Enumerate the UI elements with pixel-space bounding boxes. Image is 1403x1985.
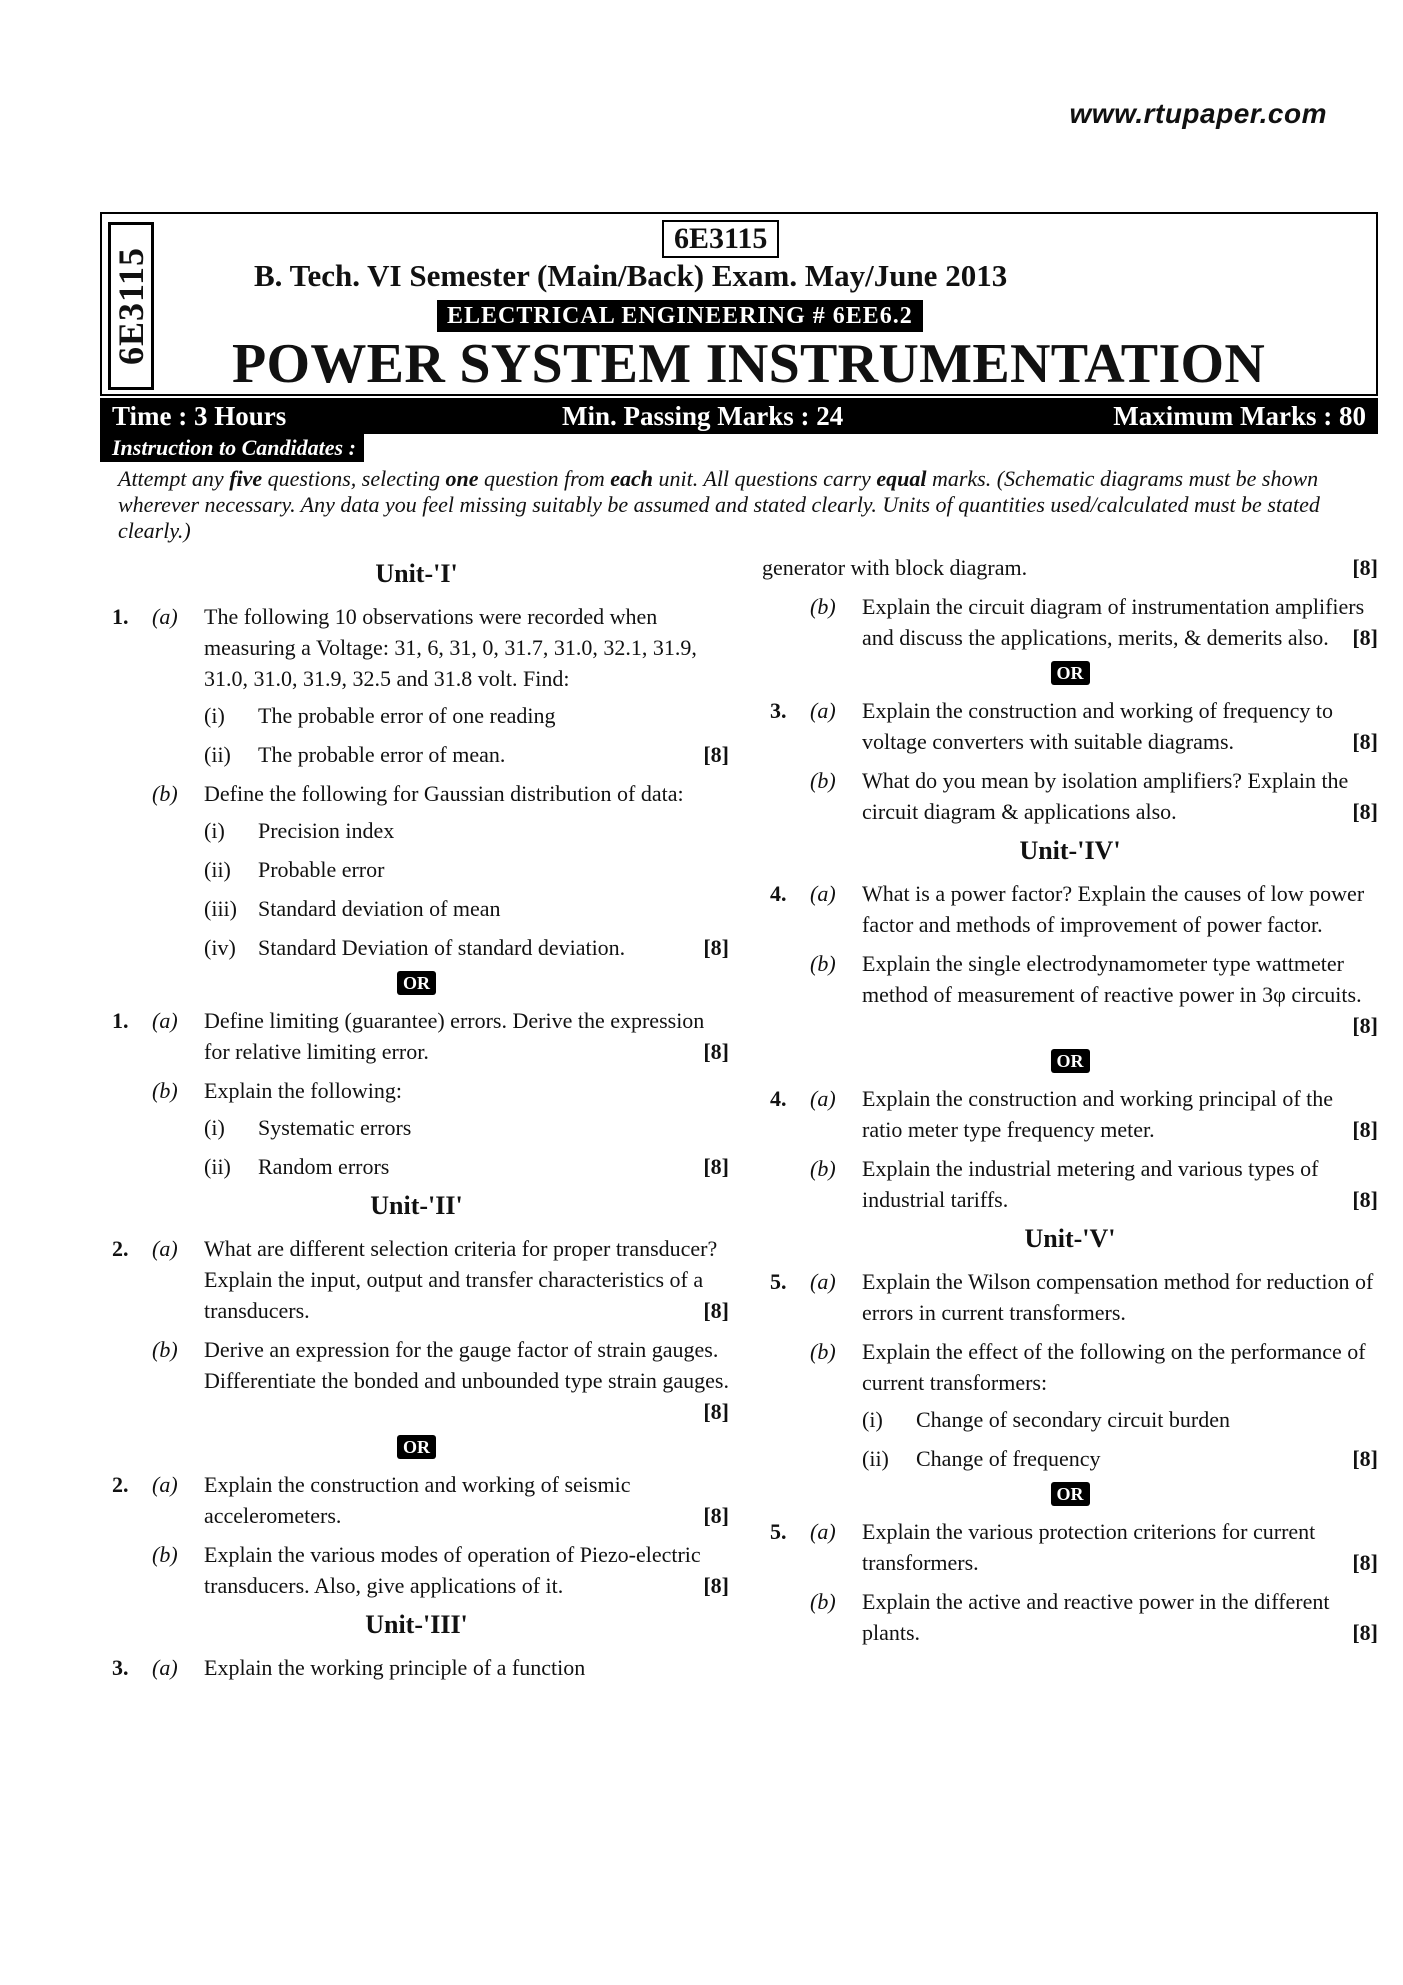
question-text: Explain the working principle of a function	[204, 1655, 586, 1680]
question-4-or-b: (b) Explain the industrial metering and various types of industrial tariffs. [8]	[762, 1153, 1378, 1215]
question-1b: (b) Define the following for Gaussian distribution of data: (i) Precision index (ii) Probable error (iii) Standard deviation of mean (iv) Standard Deviation of standard deviation. [8]	[104, 778, 729, 963]
marks-label: [8]	[703, 1573, 729, 1598]
or-badge: OR	[1051, 661, 1090, 685]
sub-question: Standard deviation of mean	[258, 896, 501, 921]
sub-question: Change of secondary circuit burden	[916, 1407, 1230, 1432]
question-text: Explain the circuit diagram of instrumentation amplifiers and discuss the applications, merits, & demerits also.	[862, 594, 1365, 650]
exam-header	[100, 212, 1378, 396]
instruction-title: Instruction to Candidates :	[100, 434, 364, 462]
marks-label: [8]	[703, 1298, 729, 1323]
question-3a-continued	[662, 552, 1378, 583]
sub-question: Random errors	[258, 1154, 390, 1179]
subject-title: POWER SYSTEM INSTRUMENTATION	[232, 333, 1266, 395]
paper-code: 6E3115	[662, 220, 779, 258]
question-text: Derive an expression for the gauge factor of strain gauges. Differentiate the bonded and unbounded type strain gauges.	[204, 1337, 729, 1393]
question-2b: (b) Derive an expression for the gauge factor of strain gauges. Differentiate the bonded and unbounded type strain gauges. [8]	[104, 1334, 729, 1427]
question-text: What do you mean by isolation amplifiers? Explain the circuit diagram & applications also.	[862, 768, 1349, 824]
question-2-or-b: (b) Explain the various modes of operation of Piezo-electric transducers. Also, give applications of it. [8]	[104, 1539, 729, 1601]
sub-question: The probable error of mean.	[258, 742, 506, 767]
question-text: The following 10 observations were recorded when measuring a Voltage: 31, 6, 31, 0, 31.7, 31.0, 32.1, 31.9, 31.0, 31.0, 31.9, 32.5 and 31.8 volt. Find:	[204, 604, 697, 691]
question-5-or-b: (b) Explain the active and reactive power in the different plants. [8]	[762, 1586, 1378, 1648]
max-marks-label: Maximum Marks : 80	[1113, 401, 1366, 431]
sub-question: Precision index	[258, 818, 395, 843]
question-text: Explain the active and reactive power in the different plants.	[862, 1589, 1330, 1645]
side-paper-code	[108, 222, 154, 390]
question-1-or-b: (b) Explain the following: (i) Systematic errors (ii) Random errors [8]	[104, 1075, 729, 1182]
right-column	[762, 552, 1378, 1656]
question-text: What are different selection criteria for proper transducer? Explain the input, output and transfer characteristics of a transducers.	[204, 1236, 718, 1323]
marks-label: [8]	[1352, 1187, 1378, 1212]
or-badge: OR	[397, 971, 436, 995]
question-5b: (b) Explain the effect of the following on the performance of current transformers: (i) Change of secondary circuit burden (ii) Change of frequency [8]	[762, 1336, 1378, 1474]
marks-label: [8]	[1352, 1013, 1378, 1038]
question-3-or-a: 3. (a) Explain the construction and working of frequency to voltage converters with suitable diagrams. [8]	[762, 695, 1378, 757]
exam-meta-bar	[100, 398, 1378, 434]
side-code-text: 6E3115	[111, 246, 151, 366]
question-text: Explain the single electrodynamometer type wattmeter method of measurement of reactive power in 3φ circuits.	[862, 951, 1362, 1007]
question-text: Explain the construction and working principal of the ratio meter type frequency meter.	[862, 1086, 1334, 1142]
unit-heading: Unit-'II'	[370, 1191, 463, 1220]
question-2-or-a: 2. (a) Explain the construction and working of seismic accelerometers. [8]	[104, 1469, 729, 1531]
unit-heading: Unit-'IV'	[1019, 836, 1121, 865]
left-column	[104, 552, 729, 1691]
question-text: Explain the various modes of operation of Piezo-electric transducers. Also, give applications of it.	[204, 1542, 701, 1598]
marks-label: [8]	[1352, 799, 1378, 824]
or-badge: OR	[1051, 1482, 1090, 1506]
question-4b: (b) Explain the single electrodynamometer type wattmeter method of measurement of reactive power in 3φ circuits. [8]	[762, 948, 1378, 1041]
unit-heading: Unit-'I'	[375, 559, 458, 588]
part-label: (a)	[152, 604, 178, 629]
question-text: generator with block diagram.	[762, 555, 1028, 580]
question-3b: (b) Explain the circuit diagram of instrumentation amplifiers and discuss the applications, merits, & demerits also. [8]	[762, 591, 1378, 653]
marks-label: [8]	[1352, 625, 1378, 650]
unit-heading: Unit-'V'	[1024, 1224, 1116, 1253]
sub-question: The probable error of one reading	[258, 703, 556, 728]
marks-label: [8]	[1352, 1446, 1378, 1471]
branch-banner: ELECTRICAL ENGINEERING # 6EE6.2	[437, 300, 923, 332]
website-url: www.rtupaper.com	[1069, 98, 1327, 129]
or-badge: OR	[397, 1435, 436, 1459]
question-text: Explain the effect of the following on the performance of current transformers:	[862, 1339, 1366, 1395]
part-label: (b)	[152, 781, 178, 806]
question-text: Explain the following:	[204, 1078, 402, 1103]
min-passing-label: Min. Passing Marks : 24	[562, 401, 844, 431]
question-text: Define limiting (guarantee) errors. Derive the expression for relative limiting error.	[204, 1008, 705, 1064]
question-3a-start: 3. (a) Explain the working principle of a function	[112, 1655, 586, 1680]
instructions-text: Attempt any five questions, selecting one question from each unit. All questions carry equal marks. (Schematic diagrams must be shown wherever necessary. Any data you feel missing suitably be assumed and stated clearly. Units of quantities used/calculated must be stated clearly.)	[118, 466, 1320, 543]
marks-label: [8]	[1352, 1620, 1378, 1645]
question-3-or-b: (b) What do you mean by isolation amplifiers? Explain the circuit diagram & applications also. [8]	[762, 765, 1378, 827]
question-text: Explain the construction and working of frequency to voltage converters with suitable diagrams.	[862, 698, 1334, 754]
question-text: Explain the industrial metering and various types of industrial tariffs.	[862, 1156, 1319, 1212]
marks-label: [8]	[703, 1399, 729, 1424]
question-1-or-a: 1. (a) Define limiting (guarantee) errors. Derive the expression for relative limiting error. [8]	[104, 1005, 729, 1067]
marks-label: [8]	[1352, 729, 1378, 754]
marks-label: [8]	[703, 742, 729, 767]
marks-label: [8]	[1352, 1117, 1378, 1142]
question-2a: 2. (a) What are different selection criteria for proper transducer? Explain the input, output and transfer characteristics of a transducers. [8]	[104, 1233, 729, 1326]
question-number: 1.	[112, 604, 129, 629]
question-text: What is a power factor? Explain the causes of low power factor and methods of improvement of power factor.	[862, 881, 1365, 937]
sub-question: Standard Deviation of standard deviation.	[258, 935, 626, 960]
marks-label: [8]	[703, 1503, 729, 1528]
unit-heading: Unit-'III'	[365, 1610, 468, 1639]
question-text: Explain the construction and working of seismic accelerometers.	[204, 1472, 631, 1528]
marks-label: [8]	[703, 1039, 729, 1064]
question-4-or-a: 4. (a) Explain the construction and working principal of the ratio meter type frequency meter. [8]	[762, 1083, 1378, 1145]
time-label: Time : 3 Hours	[112, 401, 287, 431]
exam-title: B. Tech. VI Semester (Main/Back) Exam. May/June 2013	[254, 258, 1008, 293]
marks-label: [8]	[1352, 1550, 1378, 1575]
sub-question: Change of frequency	[916, 1446, 1101, 1471]
question-text: Explain the Wilson compensation method for reduction of errors in current transformers.	[862, 1269, 1374, 1325]
marks-label: [8]	[703, 1154, 729, 1179]
question-1a: 1. (a) The following 10 observations were recorded when measuring a Voltage: 31, 6, 31, 0, 31.7, 31.0, 32.1, 31.9, 31.0, 31.0, 31.9, 32.5 and 31.8 volt. Find: (i) The probable error of one reading (ii) The probable error of mean. [8]	[104, 601, 729, 770]
marks-label: [8]	[703, 935, 729, 960]
question-5-or-a: 5. (a) Explain the various protection criterions for current transformers. [8]	[762, 1516, 1378, 1578]
marks-label: [8]	[1352, 555, 1378, 580]
or-badge: OR	[1051, 1049, 1090, 1073]
question-4a: 4. (a) What is a power factor? Explain the causes of low power factor and methods of improvement of power factor.	[770, 881, 1365, 937]
sub-question: Systematic errors	[258, 1115, 412, 1140]
sub-question: Probable error	[258, 857, 385, 882]
question-text: Explain the various protection criterions for current transformers.	[862, 1519, 1316, 1575]
question-5a: 5. (a) Explain the Wilson compensation method for reduction of errors in current transformers.	[770, 1269, 1374, 1325]
question-text: Define the following for Gaussian distribution of data:	[204, 781, 684, 806]
